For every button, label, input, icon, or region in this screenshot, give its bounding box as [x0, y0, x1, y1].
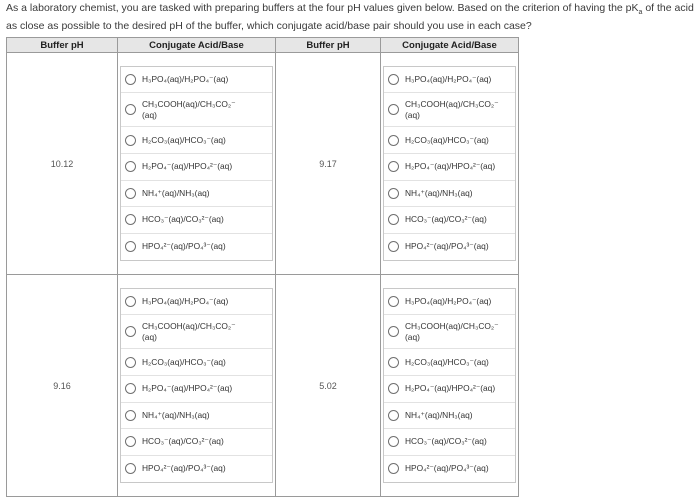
pair-group-3: [118, 275, 276, 497]
conjugate-pair-option[interactable]: [121, 181, 272, 208]
option-label: H₃PO₄(aq)/H₂PO₄⁻(aq): [405, 296, 492, 307]
question-text-part1: As a laboratory chemist, you are tasked with preparing buffers at the four pH values given below. Based on the criterion of having the pK: [6, 2, 639, 14]
conjugate-pair-option[interactable]: [121, 429, 272, 456]
pair-group-4: [381, 275, 519, 497]
option-label: H₃PO₄(aq)/H₂PO₄⁻(aq): [142, 296, 229, 307]
radio-button[interactable]: [388, 214, 399, 225]
radio-button[interactable]: [125, 74, 136, 85]
option-label: NH₄⁺(aq)/NH₃(aq): [405, 409, 473, 420]
conjugate-pair-option[interactable]: [121, 289, 272, 316]
conjugate-pair-option[interactable]: [121, 315, 272, 349]
option-label: CH₃COOH(aq)/CH₃CO₂⁻ (aq): [142, 98, 236, 120]
conjugate-pair-option[interactable]: [384, 456, 515, 483]
option-label: NH₄⁺(aq)/NH₃(aq): [405, 187, 473, 198]
conjugate-pair-option[interactable]: [121, 127, 272, 154]
option-label: HCO₃⁻(aq)/CO₃²⁻(aq): [405, 214, 487, 225]
option-label: H₃PO₄(aq)/H₂PO₄⁻(aq): [405, 74, 492, 85]
buffer-ph-cell: 9.16: [7, 275, 118, 497]
radio-button[interactable]: [388, 161, 399, 172]
conjugate-pair-option[interactable]: [121, 456, 272, 483]
radio-button[interactable]: [388, 326, 399, 337]
radio-button[interactable]: [125, 188, 136, 199]
conjugate-pair-option[interactable]: [384, 349, 515, 376]
option-label: NH₄⁺(aq)/NH₃(aq): [142, 409, 210, 420]
option-label: H₂CO₃(aq)/HCO₃⁻(aq): [405, 356, 489, 367]
radio-button[interactable]: [125, 241, 136, 252]
conjugate-pair-option[interactable]: [121, 67, 272, 94]
option-label: H₂PO₄⁻(aq)/HPO₄²⁻(aq): [142, 383, 233, 394]
radio-button[interactable]: [125, 135, 136, 146]
option-label: H₂PO₄⁻(aq)/HPO₄²⁻(aq): [142, 161, 233, 172]
radio-button[interactable]: [125, 357, 136, 368]
radio-button[interactable]: [125, 436, 136, 447]
radio-button[interactable]: [388, 74, 399, 85]
option-label: CH₃COOH(aq)/CH₃CO₂⁻ (aq): [405, 320, 499, 342]
option-label: H₃PO₄(aq)/H₂PO₄⁻(aq): [142, 74, 229, 85]
conjugate-pair-option[interactable]: [384, 207, 515, 234]
conjugate-pair-option[interactable]: [121, 376, 272, 403]
header-buffer-ph-1: Buffer pH: [7, 38, 118, 53]
radio-button[interactable]: [388, 383, 399, 394]
option-label: H₂CO₃(aq)/HCO₃⁻(aq): [142, 356, 226, 367]
radio-button[interactable]: [125, 326, 136, 337]
conjugate-pair-option[interactable]: [384, 429, 515, 456]
radio-button[interactable]: [388, 436, 399, 447]
header-conjugate-1: Conjugate Acid/Base: [118, 38, 276, 53]
conjugate-pair-option[interactable]: [121, 207, 272, 234]
option-label: HPO₄²⁻(aq)/PO₄³⁻(aq): [142, 241, 226, 252]
question-text-part2: of the acid as close as possible to the desired pH of the buffer, which conjugate acid/base pair should you use in each case?: [6, 2, 694, 32]
conjugate-pair-option[interactable]: [121, 349, 272, 376]
pka-subscript: a: [638, 9, 643, 17]
option-label: H₂CO₃(aq)/HCO₃⁻(aq): [142, 134, 226, 145]
conjugate-pair-option[interactable]: [384, 67, 515, 94]
conjugate-pair-option[interactable]: [121, 93, 272, 127]
radio-button[interactable]: [125, 296, 136, 307]
pair-group-2: [381, 53, 519, 275]
radio-button[interactable]: [125, 161, 136, 172]
option-label: CH₃COOH(aq)/CH₃CO₂⁻ (aq): [142, 320, 236, 342]
conjugate-pair-option[interactable]: [384, 376, 515, 403]
option-label: HCO₃⁻(aq)/CO₃²⁻(aq): [142, 214, 224, 225]
conjugate-pair-option[interactable]: [121, 403, 272, 430]
radio-button[interactable]: [125, 463, 136, 474]
conjugate-pair-option[interactable]: [384, 127, 515, 154]
radio-button[interactable]: [388, 135, 399, 146]
option-label: H₂PO₄⁻(aq)/HPO₄²⁻(aq): [405, 383, 496, 394]
buffer-ph-cell: 10.12: [7, 53, 118, 275]
conjugate-pair-option[interactable]: [384, 154, 515, 181]
option-label: HPO₄²⁻(aq)/PO₄³⁻(aq): [142, 463, 226, 474]
option-label: H₂PO₄⁻(aq)/HPO₄²⁻(aq): [405, 161, 496, 172]
conjugate-pair-option[interactable]: [384, 93, 515, 127]
option-label: HPO₄²⁻(aq)/PO₄³⁻(aq): [405, 241, 489, 252]
buffer-table: [6, 37, 519, 497]
radio-button[interactable]: [388, 188, 399, 199]
question-text: [6, 2, 698, 33]
radio-button[interactable]: [388, 357, 399, 368]
buffer-ph-cell: 5.02: [276, 275, 381, 497]
pair-group-1: [118, 53, 276, 275]
radio-button[interactable]: [388, 296, 399, 307]
conjugate-pair-option[interactable]: [384, 289, 515, 316]
radio-button[interactable]: [388, 463, 399, 474]
radio-button[interactable]: [388, 104, 399, 115]
conjugate-pair-option[interactable]: [384, 403, 515, 430]
radio-button[interactable]: [125, 214, 136, 225]
option-label: HCO₃⁻(aq)/CO₃²⁻(aq): [142, 436, 224, 447]
conjugate-pair-option[interactable]: [384, 315, 515, 349]
option-label: CH₃COOH(aq)/CH₃CO₂⁻ (aq): [405, 98, 499, 120]
radio-button[interactable]: [125, 383, 136, 394]
conjugate-pair-option[interactable]: [384, 181, 515, 208]
option-label: HPO₄²⁻(aq)/PO₄³⁻(aq): [405, 463, 489, 474]
radio-button[interactable]: [388, 410, 399, 421]
option-label: HCO₃⁻(aq)/CO₃²⁻(aq): [405, 436, 487, 447]
radio-button[interactable]: [125, 410, 136, 421]
option-label: NH₄⁺(aq)/NH₃(aq): [142, 187, 210, 198]
option-label: H₂CO₃(aq)/HCO₃⁻(aq): [405, 134, 489, 145]
header-buffer-ph-2: Buffer pH: [276, 38, 381, 53]
radio-button[interactable]: [388, 241, 399, 252]
conjugate-pair-option[interactable]: [384, 234, 515, 261]
conjugate-pair-option[interactable]: [121, 154, 272, 181]
header-conjugate-2: Conjugate Acid/Base: [381, 38, 519, 53]
radio-button[interactable]: [125, 104, 136, 115]
buffer-ph-cell: 9.17: [276, 53, 381, 275]
conjugate-pair-option[interactable]: [121, 234, 272, 261]
